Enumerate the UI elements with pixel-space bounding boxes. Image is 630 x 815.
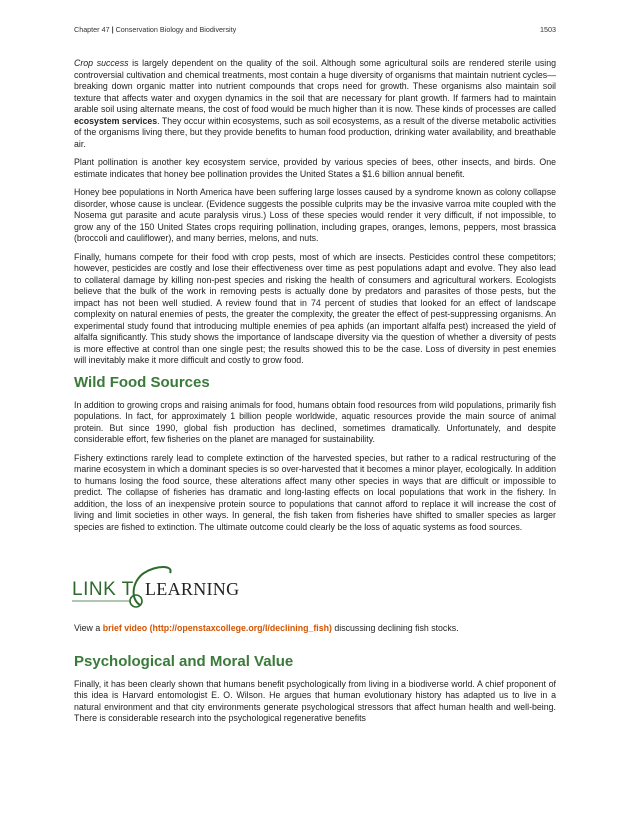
- paragraph-crop-pests: Finally, humans compete for their food with crop pests, most of which are insects. Pesticides control these competitors; however, pesticides are costly and lose their effectiveness over time as pest populations adapt and evolve. They also lead to collateral damage by killing non-pest species and risking the health of consumers and agricultural workers. Ecologists believe that the bulk of the work in removing pests is actually done by predators and parasites of those pests, but the impact has not been well studied. A review found that in 74 percent of studies that looked for an effect of landscape complexity on natural enemies of pests, the greater the complexity, the greater the effect of pest-suppressing organisms. An experimental study found that introducing multiple enemies of pea aphids (an important alfalfa pest) increased the yield of alfalfa significantly. This study shows the importance of landscape diversity via the question of whether a diversity of pests is more effective at control than one single pest; the results showed this to be the case. Loss of diversity in pest enemies will inevitably make it more difficult and costly to grow food.: [74, 251, 556, 365]
- paragraph-wild-food-2: Fishery extinctions rarely lead to complete extinction of the harvested species, but rather to a radical restructuring of the marine ecosystem in which a dominant species is so over-harvested that it becomes a minor player, ecologically. In addition to humans losing the food source, these alterations affect many other species in ways that are difficult or impossible to predict. The collapse of fisheries has dramatic and long-lasting effects on local populations that work in the fishery. In addition, the loss of an inexpensive protein source to populations that cannot afford to replace it will increase the cost of living and limit societies in other ways. In general, the fish taken from fisheries have shifted to smaller species as larger species are fished to extinction. The ultimate outcome could clearly be the loss of aquatic systems as food sources.: [74, 452, 556, 532]
- italic-term: Crop success: [74, 58, 129, 68]
- paragraph-wild-food-1: In addition to growing crops and raising animals for food, humans obtain food resources from wild populations, primarily fish populations. In fact, for approximately 1 billion people worldwide, aquatic resources provide the main source of animal protein. But since 1990, global fish production has declined, sometimes dramatically. Unfortunately, and despite considerable effort, few fisheries on the planet are managed for sustainability.: [74, 399, 556, 444]
- header-separator: |: [111, 25, 114, 34]
- video-link[interactable]: brief video (http://openstaxcollege.org/l/declining_fish): [102, 623, 332, 633]
- paragraph-text: is largely dependent on the quality of the soil. Although some agricultural soils are rendered sterile using controversial cultivation and chemical treatments, most contain a huge diversity of organisms that maintain nutrient cycles—breaking down organic matter into nutrient compounds that crops need for growth. These organisms also maintain soil texture that affects water and oxygen dynamics in the soil that are necessary for plant growth. If farmers had to maintain arable soil using alternate means, the cost of food would be much higher than it is now. These kinds of processes are called: [74, 58, 556, 114]
- link-to-learning-logo: [70, 559, 556, 615]
- link-text-after: discussing declining fish stocks.: [331, 623, 459, 633]
- section-heading-wild-food: Wild Food Sources: [74, 373, 210, 391]
- paragraph-psych-1: Finally, it has been clearly shown that humans benefit psychologically from living in a biodiverse world. A chief proponent of this idea is Harvard entomologist E. O. Wilson. He argues that human evolutionary history has adapted us to live in a natural environment and that city environments generate psychological stressors that affect human health and well-being. There is considerable research into the psychological regenerative benefits: [74, 678, 556, 723]
- logo-word-link: LINK T: [72, 579, 134, 600]
- chapter-title: Conservation Biology and Biodiversity: [115, 25, 237, 34]
- paragraph-text: . They occur within ecosystems, such as soil ecosystems, as a result of the diverse metabolic activities of the organisms living there, but they provide benefits to human food production, drinking water availability, and breathable air.: [74, 115, 556, 149]
- chapter-label: [74, 25, 236, 34]
- link-to-learning-text: [74, 623, 556, 635]
- link-text-before: View a: [74, 623, 103, 633]
- bold-term: ecosystem services: [74, 115, 158, 126]
- logo-word-learning: LEARNING: [145, 579, 240, 599]
- section-heading-psych: Psychological and Moral Value: [74, 652, 294, 670]
- page-number: 1503: [540, 25, 556, 34]
- paragraph-honey-bee: Honey bee populations in North America have been suffering large losses caused by a syndrome known as colony collapse disorder, whose cause is unclear. (Evidence suggests the possible culprits may be the invasive varroa mite coupled with the Nosema gut parasite and acute paralysis virus.) Loss of these species would render it very difficult, if not impossible, to grow any of the 150 United States crops requiring pollination, including grapes, oranges, lemons, peppers, most brassica (broccoli and cauliflower), and many berries, melons, and nuts.: [74, 187, 556, 243]
- link-to-learning-logo-graphic: [70, 559, 310, 615]
- chapter-number: Chapter 47: [74, 25, 110, 34]
- paragraph-pollination: Plant pollination is another key ecosystem service, provided by various species of bees, other insects, and birds. One estimate indicates that honey bee pollination provides the United States a $1.6 billion annual benefit.: [74, 157, 556, 179]
- page-header: [74, 25, 556, 34]
- page-content: [74, 58, 556, 732]
- paragraph-crop-success: [74, 58, 556, 150]
